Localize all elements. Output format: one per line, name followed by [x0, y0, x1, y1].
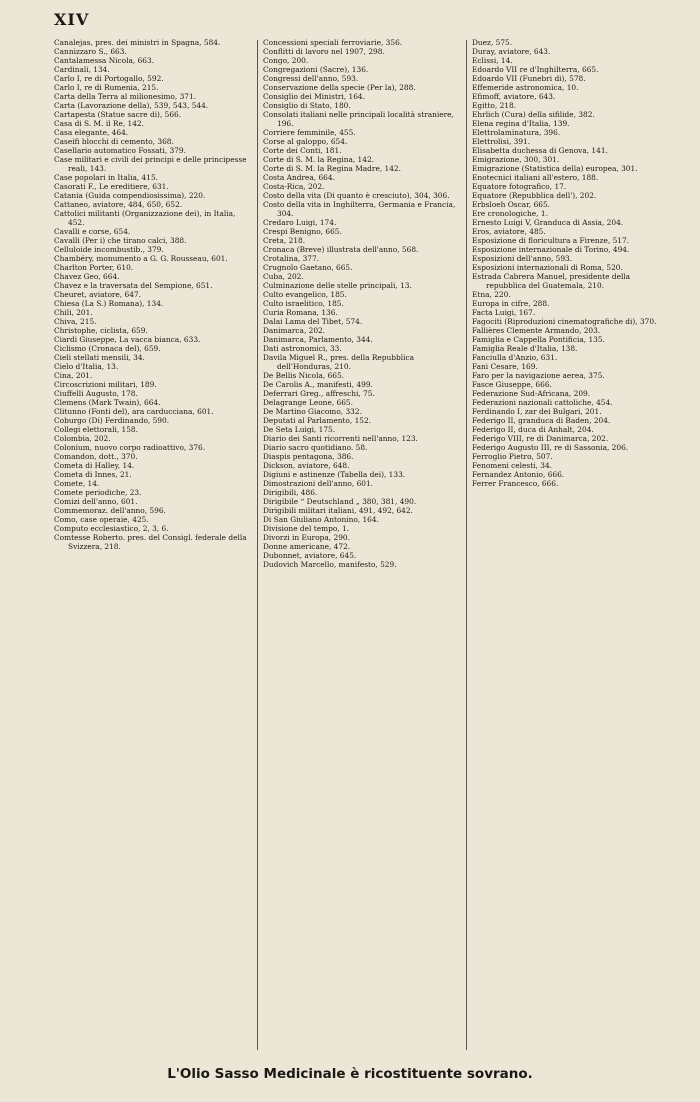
index-entry: Colonium, nuovo corpo radioattivo, 376.: [54, 443, 206, 452]
index-entry: Federigo VIII, re di Danimarca, 202.: [472, 434, 609, 443]
index-entry: Delagrange Leone, 665.: [263, 398, 353, 407]
index-entry: Cavalli e corse, 654.: [54, 227, 131, 236]
index-entry: Cattaneo, aviatore, 484, 650, 652.: [54, 200, 183, 209]
index-entry: Danimarca, Parlamento, 344.: [263, 335, 373, 344]
index-entry: Consiglio di Stato, 180.: [263, 101, 351, 110]
index-column-1: [54, 38, 250, 1058]
index-entry: Fagociti (Riproduzioni cinematografiche di), 370.: [472, 317, 657, 326]
index-entry: Crugnolo Gaetano, 665.: [263, 263, 353, 272]
index-entry: Cartapesta (Statue sacre di), 566.: [54, 110, 182, 119]
index-entry: Case popolari in Italia, 415.: [54, 173, 159, 182]
index-entry: Cheuret, aviatore, 647.: [54, 290, 141, 299]
index-entry: Corte dei Conti, 181.: [263, 146, 342, 155]
index-entry: Caseifi blocchi di cemento, 368.: [54, 137, 174, 146]
index-entry: Dirigibili militari italiani, 491, 492, 642.: [263, 506, 413, 515]
index-entry: Cantalamessa Nicola, 663.: [54, 56, 155, 65]
index-entry: Diaspis pentagona, 386.: [263, 452, 354, 461]
index-entry: Davila Miguel R., pres. della Repubblica dell'Honduras, 210.: [263, 353, 414, 371]
index-entry: Corriere femminile, 455.: [263, 128, 356, 137]
index-entry: Edoardo VII (Funebri di), 578.: [472, 74, 586, 83]
index-entry: Fanciulla d'Anzio, 631.: [472, 353, 558, 362]
index-entry: Federigo II, duca di Anhalt, 204.: [472, 425, 594, 434]
index-entry: Consolati italiani nelle principali località straniere, 196.: [263, 110, 454, 128]
index-entry: De Bellis Nicola, 665.: [263, 371, 345, 380]
index-entry: Duez, 575.: [472, 38, 513, 47]
index-entry: Duray, aviatore, 643.: [472, 47, 551, 56]
index-entry: Emigrazione, 300, 301.: [472, 155, 560, 164]
index-entry: Fallières Clemente Armando, 203.: [472, 326, 601, 335]
index-entry: Dudovich Marcello, manifesto, 529.: [263, 560, 397, 569]
index-entry: Consiglio dei Ministri, 164.: [263, 92, 365, 101]
index-entry: Fernandez Antonio, 666.: [472, 470, 565, 479]
index-entry: Elisabetta duchessa di Genova, 141.: [472, 146, 608, 155]
index-entry: Esposizione di floricultura a Firenze, 517.: [472, 236, 630, 245]
index-entry: Famiglia Reale d'Italia, 138.: [472, 344, 578, 353]
index-column-2: [263, 38, 459, 1058]
index-entry: Ciclismo (Cronaca del), 659.: [54, 344, 161, 353]
index-entry: Cronaca (Breve) illustrata dell'anno, 568.: [263, 245, 419, 254]
index-entry: Equatore fotografico, 17.: [472, 182, 567, 191]
index-entry: Europa in cifre, 288.: [472, 299, 550, 308]
index-entry: Donne americane, 472.: [263, 542, 351, 551]
index-entry: Cometa di Halley, 14.: [54, 461, 135, 470]
index-entry: Chavez e la traversata del Sempione, 651.: [54, 281, 213, 290]
index-entry: Dimostrazioni dell'anno, 601.: [263, 479, 374, 488]
index-entry: Costo della vita (Di quanto è cresciuto), 304, 306.: [263, 191, 450, 200]
index-entry: Cielo d'Italia, 13.: [54, 362, 119, 371]
index-entry: Clitunno (Fonti del), ara carducciana, 601.: [54, 407, 214, 416]
index-entry: Fasce Giuseppe, 666.: [472, 380, 552, 389]
index-entry: Concessioni speciali ferroviarie, 356.: [263, 38, 403, 47]
index-entry: Dickson, aviatore, 648.: [263, 461, 350, 470]
column-divider: [257, 40, 258, 1050]
index-entry: Casa di S. M. il Re, 142.: [54, 119, 144, 128]
index-entry: Federigo II, granduca di Baden, 204.: [472, 416, 611, 425]
index-entry: Curia Romana, 136.: [263, 308, 338, 317]
index-entry: Collegi elettorali, 158.: [54, 425, 138, 434]
index-entry: Dubonnet, aviatore, 645.: [263, 551, 357, 560]
index-entry: Como, case operaie, 425.: [54, 515, 149, 524]
index-entry: Divorzi in Europa, 290.: [263, 533, 350, 542]
index-entry: Comandon, dott., 370.: [54, 452, 138, 461]
index-entry: Crespi Benigno, 665.: [263, 227, 342, 236]
index-entry: Chavez Geo, 664.: [54, 272, 120, 281]
index-entry: Facta Luigi, 167.: [472, 308, 536, 317]
index-entry: Creta, 218.: [263, 236, 306, 245]
index-entry: Costa-Rica, 202.: [263, 182, 325, 191]
index-entry: Carlo I, re di Rumenia, 215.: [54, 83, 159, 92]
index-entry: Conflitti di lavoro nel 1907, 298.: [263, 47, 385, 56]
index-entry: Federazioni nazionali cattoliche, 454.: [472, 398, 613, 407]
index-entry: Case militari e civili dei principi e delle principesse reali, 143.: [54, 155, 247, 173]
index-entry: Casa elegante, 464.: [54, 128, 129, 137]
index-entry: Chambéry, monumento a G. G. Rousseau, 601.: [54, 254, 228, 263]
column-divider: [466, 40, 467, 1050]
index-entry: Ehrlich (Cura) della sifilide, 382.: [472, 110, 595, 119]
index-entry: Circoscrizioni militari, 189.: [54, 380, 157, 389]
index-entry: Cardinali, 134.: [54, 65, 110, 74]
index-entry: Federigo Augusto III, re di Sassonia, 206.: [472, 443, 629, 452]
index-entry: Culto evangelico, 185.: [263, 290, 347, 299]
index-entry: Ferroglio Pietro, 507.: [472, 452, 553, 461]
index-entry: Congregazioni (Sacre), 136.: [263, 65, 369, 74]
index-entry: Cina, 201.: [54, 371, 93, 380]
page-number: XIV: [54, 10, 90, 29]
index-entry: Elettrolaminatura, 396.: [472, 128, 561, 137]
index-entry: Congressi dell'anno, 593.: [263, 74, 359, 83]
index-entry: Clemens (Mark Twain), 664.: [54, 398, 161, 407]
index-entry: Erbsloeh Oscar, 665.: [472, 200, 551, 209]
index-entry: Estrada Cabrera Manuel, presidente della repubblica del Guatemala, 210.: [472, 272, 631, 290]
index-entry: Cavalli (Per i) che tirano calci, 388.: [54, 236, 187, 245]
index-entry: Credaro Luigi, 174.: [263, 218, 337, 227]
index-entry: Equatore (Repubblica dell'), 202.: [472, 191, 597, 200]
index-entry: Edoardo VII re d'Inghilterra, 665.: [472, 65, 599, 74]
index-entry: Coburgo (Di) Ferdinando, 590.: [54, 416, 170, 425]
index-entry: Emigrazione (Statistica della) europea, 301.: [472, 164, 638, 173]
index-entry: Computo ecclesiastico, 2, 3, 6.: [54, 524, 169, 533]
index-entry: Esposizioni dell'anno, 593.: [472, 254, 573, 263]
index-entry: De Martino Giacomo, 332.: [263, 407, 362, 416]
advertisement-footer: L'Olio Sasso Medicinale è ricostituente sovrano.: [167, 1066, 533, 1082]
index-entry: Divisione del tempo, 1.: [263, 524, 350, 533]
index-entry: Christophe, ciclista, 659.: [54, 326, 148, 335]
index-entry: Comete periodiche, 23.: [54, 488, 142, 497]
index-entry: De Carolis A., manifesti, 499.: [263, 380, 373, 389]
index-entry: Ferrer Francesco, 666.: [472, 479, 559, 488]
index-entry: Dati astronomici, 33.: [263, 344, 342, 353]
index-entry: Effemeride astronomica, 10.: [472, 83, 579, 92]
index-entry: Conservazione della specie (Per la), 288.: [263, 83, 416, 92]
index-entry: Ere cronologiche, 1.: [472, 209, 548, 218]
index-entry: Chiva, 215.: [54, 317, 97, 326]
index-entry: Comtesse Roberto. pres. del Consigl. federale della Svizzera, 218.: [54, 533, 247, 551]
index-entry: Catania (Guida compendiosissima), 220.: [54, 191, 206, 200]
index-entry: Deputati al Parlamento, 152.: [263, 416, 372, 425]
index-entry: Casellario automatico Fossati, 379.: [54, 146, 186, 155]
index-entry: Crotalina, 377.: [263, 254, 320, 263]
index-entry: Egitto, 218.: [472, 101, 517, 110]
index-entry: Dalai Lama del Tibet, 574.: [263, 317, 363, 326]
index-entry: Corte di S. M. la Regina Madre, 142.: [263, 164, 401, 173]
index-entry: Efimoff, aviatore, 643.: [472, 92, 556, 101]
index-entry: Dirigibili, 486.: [263, 488, 318, 497]
index-entry: Carta (Lavorazione della), 539, 543, 544.: [54, 101, 209, 110]
index-entry: Carlo I, re di Portogallo, 592.: [54, 74, 164, 83]
index-entry: Elettrolisi, 391.: [472, 137, 531, 146]
index-entry: Eros, aviatore, 485.: [472, 227, 546, 236]
index-entry: Enotecnici italiani all'estero, 188.: [472, 173, 599, 182]
index-entry: Elena regina d'Italia, 139.: [472, 119, 570, 128]
index-entry: Ferdinando I, zar dei Bulgari, 201.: [472, 407, 602, 416]
index-columns: [54, 38, 686, 1058]
index-entry: Faro per la navigazione aerea, 375.: [472, 371, 605, 380]
index-entry: Carta della Terra al milionesimo, 371.: [54, 92, 197, 101]
index-entry: Culto israelitico, 185.: [263, 299, 344, 308]
index-entry: Diario sacro quotidiano. 58.: [263, 443, 368, 452]
index-entry: Ernesto Luigi V, Granduca di Assia, 204.: [472, 218, 624, 227]
index-entry: Digiuni e astinenze (Tabella dei), 133.: [263, 470, 406, 479]
index-entry: Cattolici militanti (Organizzazione dei), in Italia, 452.: [54, 209, 236, 227]
index-entry: Celluloide incombustib., 379.: [54, 245, 164, 254]
index-entry: Esposizioni internazionali di Roma, 520.: [472, 263, 623, 272]
index-entry: Cieli stellati mensili, 34.: [54, 353, 145, 362]
index-entry: Di San Giuliano Antonino, 164.: [263, 515, 379, 524]
index-entry: Commemoraz. dell'anno, 596.: [54, 506, 166, 515]
index-entry: Fenomeni celesti, 34.: [472, 461, 552, 470]
index-entry: Costo della vita in Inghilterra, Germania e Francia, 304.: [263, 200, 456, 218]
index-entry: Ciuffelli Augusto, 178.: [54, 389, 138, 398]
index-entry: De Seta Luigi, 175.: [263, 425, 336, 434]
index-entry: Chiesa (La S.) Romana), 134.: [54, 299, 164, 308]
index-entry: Congo, 200.: [263, 56, 309, 65]
index-entry: Federazione Sud-Africana, 209.: [472, 389, 591, 398]
index-entry: Comete, 14.: [54, 479, 100, 488]
index-entry: Cometa di Innes, 21.: [54, 470, 132, 479]
index-entry: Corse al galoppo, 654.: [263, 137, 348, 146]
index-entry: Eclissi, 14.: [472, 56, 513, 65]
index-entry: Famiglia e Cappella Pontificia, 135.: [472, 335, 605, 344]
index-entry: Etna, 220.: [472, 290, 511, 299]
index-entry: Culminazione delle stelle principali, 13.: [263, 281, 412, 290]
index-entry: Danimarca, 202.: [263, 326, 326, 335]
index-entry: Comizi dell'anno, 601.: [54, 497, 138, 506]
index-entry: Charlton Porter, 610.: [54, 263, 134, 272]
index-entry: Casorati F., Le ereditiere, 631.: [54, 182, 169, 191]
index-entry: Cannizzaro S., 663.: [54, 47, 127, 56]
index-column-3: [472, 38, 668, 1058]
index-entry: Costa Andrea, 664.: [263, 173, 335, 182]
index-entry: Canalejas, pres. dei ministri in Spagna, 584.: [54, 38, 221, 47]
index-entry: Ciardi Giuseppe, La vacca bianca, 633.: [54, 335, 201, 344]
index-entry: Fani Cesare, 169.: [472, 362, 538, 371]
index-entry: Esposizione internazionale di Torino, 494.: [472, 245, 630, 254]
index-entry: Dirigibile “ Deutschland „ 380, 381, 490.: [263, 497, 417, 506]
index-entry: Cuba, 202.: [263, 272, 304, 281]
index-entry: Deferrari Greg., affreschi, 75.: [263, 389, 375, 398]
index-entry: Chili, 201.: [54, 308, 93, 317]
index-entry: Diario dei Santi ricorrenti nell'anno, 123.: [263, 434, 418, 443]
index-entry: Colombia, 202.: [54, 434, 111, 443]
index-entry: Corte di S. M. la Regina, 142.: [263, 155, 375, 164]
